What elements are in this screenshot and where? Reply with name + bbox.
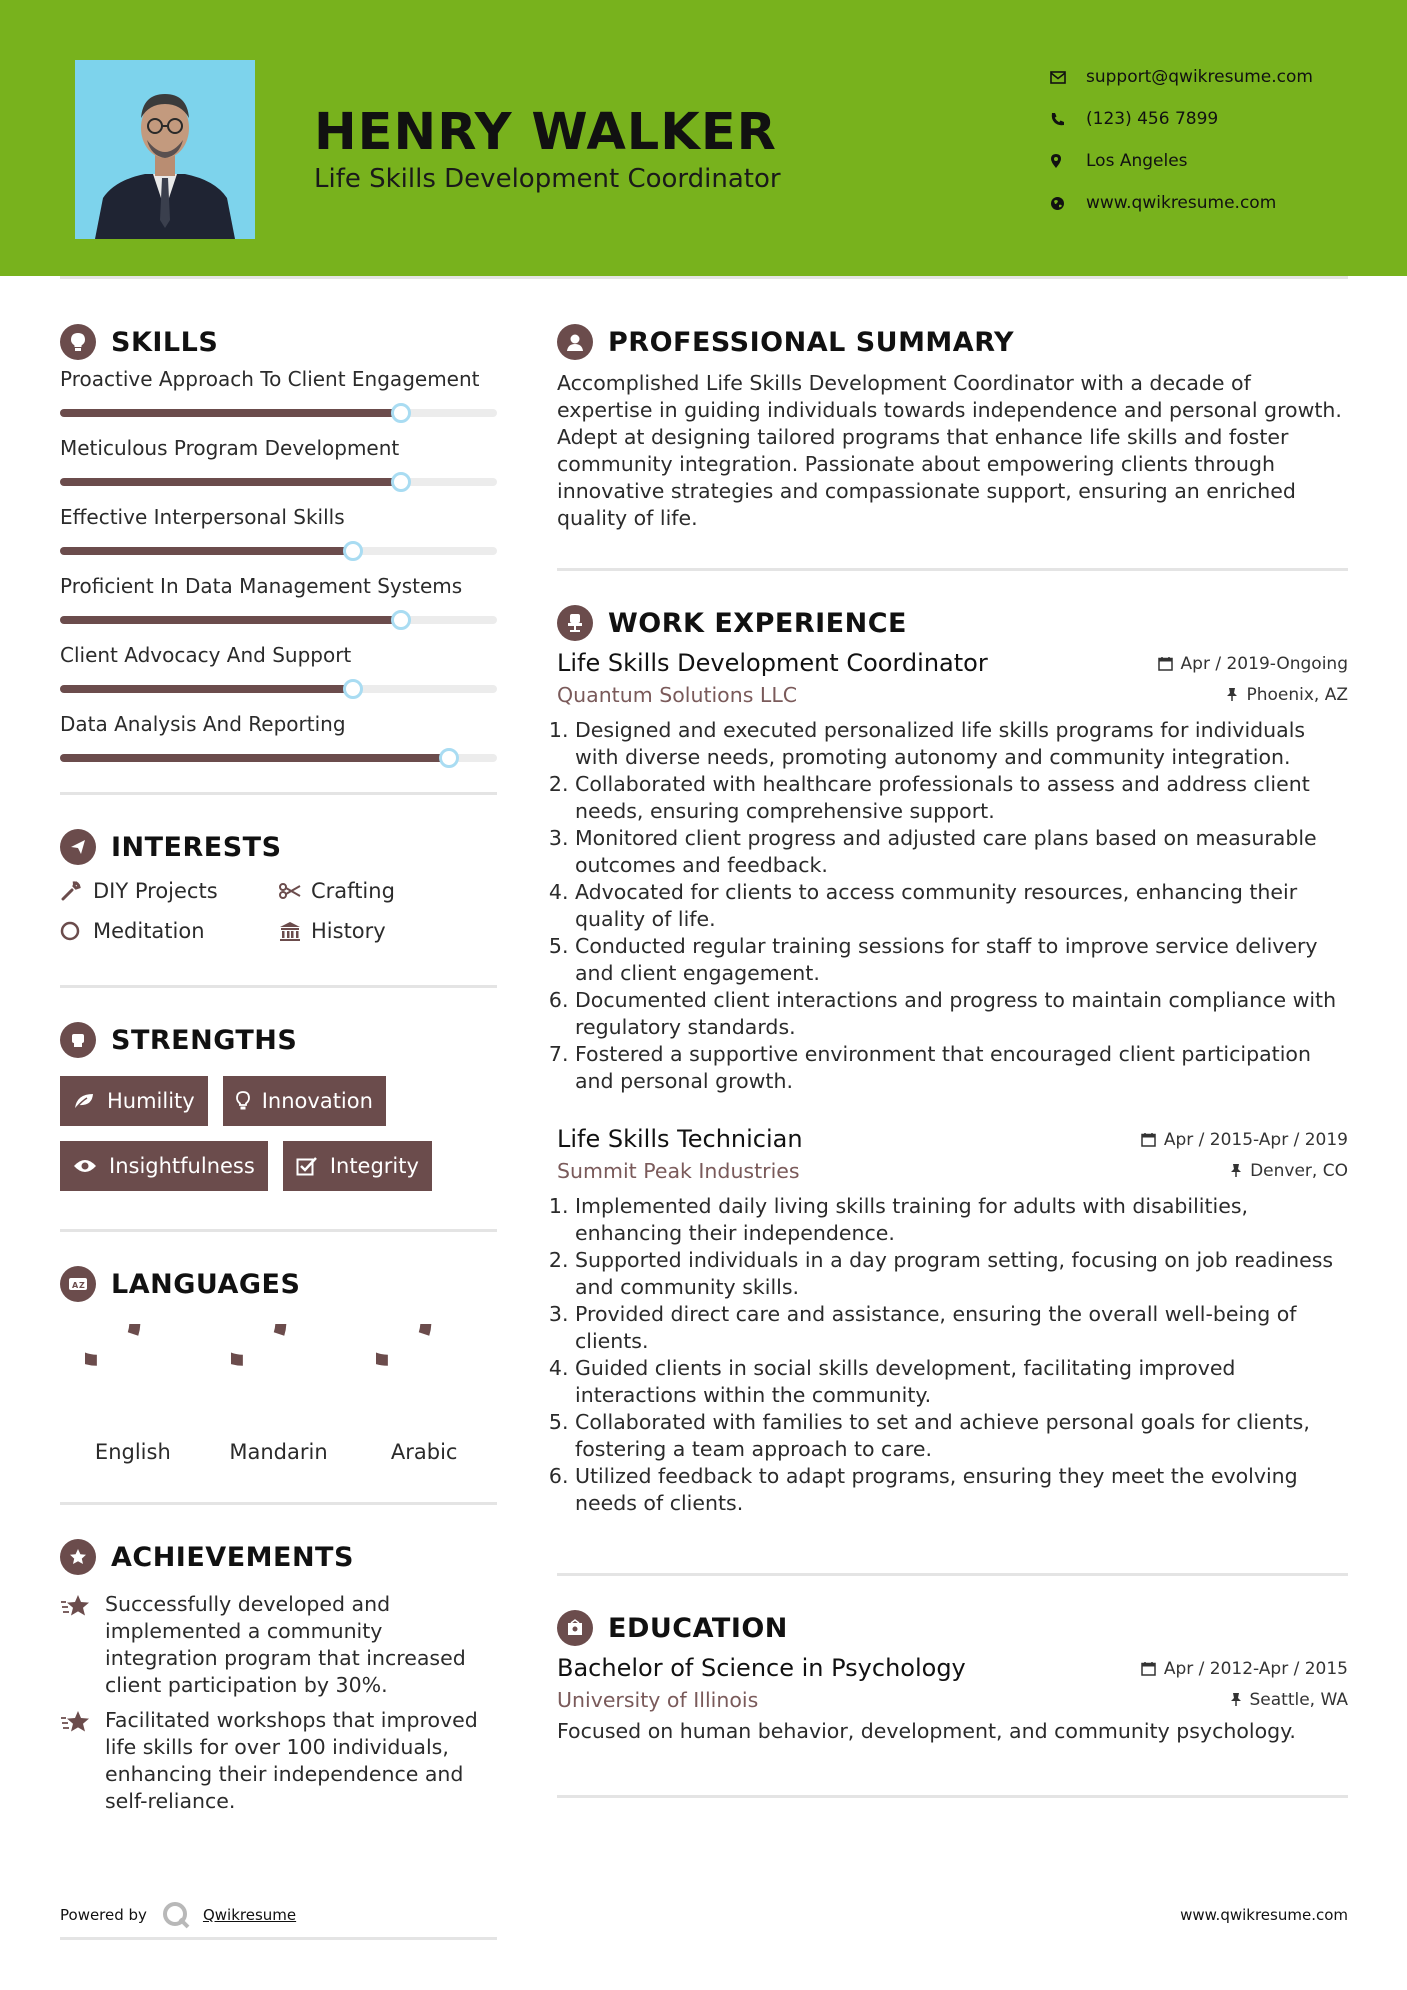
calendar-icon — [1141, 1132, 1156, 1147]
skill-bar — [60, 685, 497, 693]
job-company-row — [557, 1159, 1348, 1183]
job-bullet: 1. Designed and executed personalized life skills programs for individuals with diverse needs, promoting autonomy and community integration. — [575, 717, 1348, 771]
header-band — [0, 0, 1407, 276]
skills-title: SKILLS — [111, 326, 219, 358]
language-ring — [85, 1324, 181, 1420]
skill-bar-knob — [343, 541, 363, 561]
qwikresume-link[interactable]: Qwikresume — [202, 1906, 297, 1924]
interest-label: Crafting — [311, 879, 395, 903]
pushpin-icon — [1230, 1692, 1242, 1707]
job-company-row — [557, 683, 1348, 707]
skill-item — [60, 366, 497, 417]
job-bullet: 6. Utilized feedback to adapt programs, ensuring they meet the evolving needs of clients. — [575, 1463, 1348, 1517]
footer-url[interactable]: www.qwikresume.com — [1180, 1906, 1348, 1924]
contact-website-text: www.qwikresume.com — [1086, 193, 1277, 213]
job-bullet: 2. Collaborated with healthcare professionals to assess and address client needs, ensuring comprehensive support. — [575, 771, 1348, 825]
header-divider — [60, 276, 1348, 279]
interests-grid — [60, 879, 497, 943]
skill-bar-fill — [60, 685, 353, 693]
summary-heading — [557, 320, 1348, 364]
language-ring — [231, 1324, 327, 1420]
education-dates — [1141, 1659, 1348, 1679]
skill-name: Meticulous Program Development — [60, 436, 400, 460]
education-location-text: Seattle, WA — [1249, 1689, 1348, 1710]
skill-item — [60, 711, 497, 762]
achievement-item — [60, 1707, 497, 1815]
job-title-row — [557, 649, 1348, 677]
interest-label: History — [311, 919, 386, 943]
calendar-icon — [1141, 1661, 1156, 1676]
graduation-icon — [557, 1610, 593, 1646]
leaf-icon — [73, 1092, 95, 1110]
job-bullets — [575, 717, 1348, 1095]
skill-bar-knob — [391, 472, 411, 492]
svg-text:Z: Z — [79, 1281, 85, 1290]
candidate-title: Life Skills Development Coordinator — [314, 164, 781, 194]
strength-label: Humility — [107, 1089, 195, 1113]
experience-title: WORK EXPERIENCE — [608, 607, 907, 639]
contact-website[interactable] — [1050, 182, 1370, 224]
experience-heading — [557, 601, 1348, 645]
paper-plane-icon — [60, 829, 96, 865]
section-divider — [557, 1573, 1348, 1576]
skill-bar — [60, 547, 497, 555]
section-divider — [557, 1795, 1348, 1798]
section-divider — [557, 568, 1348, 571]
skill-item — [60, 504, 497, 555]
education-heading — [557, 1606, 1348, 1650]
globe-icon — [1050, 196, 1086, 211]
job-bullet: 2. Supported individuals in a day program setting, focusing on job readiness and community skills. — [575, 1247, 1348, 1301]
fist-icon — [60, 1022, 96, 1058]
job-dates — [1158, 654, 1348, 674]
strength-label: Integrity — [329, 1154, 419, 1178]
strength-label: Insightfulness — [109, 1154, 255, 1178]
skill-bar — [60, 616, 497, 624]
skill-name: Client Advocacy And Support — [60, 643, 352, 667]
education-dates-text: Apr / 2012-Apr / 2015 — [1163, 1658, 1348, 1679]
language-item — [206, 1324, 352, 1464]
user-icon — [557, 324, 593, 360]
phone-icon — [1050, 112, 1086, 127]
skill-bar — [60, 754, 497, 762]
skill-name: Proficient In Data Management Systems — [60, 574, 463, 598]
skill-bar-knob — [343, 679, 363, 699]
education-title: EDUCATION — [608, 1612, 788, 1644]
interest-item — [60, 919, 278, 943]
star-badge-icon — [60, 1539, 96, 1575]
achievements-heading — [60, 1535, 497, 1579]
qwikresume-logo-icon — [161, 1900, 191, 1930]
svg-text:A: A — [72, 1281, 79, 1290]
job-bullet: 4. Guided clients in social skills development, facilitating improved interactions within the community. — [575, 1355, 1348, 1409]
skill-name: Data Analysis And Reporting — [60, 712, 346, 736]
job-bullet: 3. Monitored client progress and adjusted care plans based on measurable outcomes and feedback. — [575, 825, 1348, 879]
scissors-icon — [278, 883, 311, 899]
contact-phone-text: (123) 456 7899 — [1086, 109, 1219, 129]
section-divider — [60, 792, 497, 795]
achievement-text: Facilitated workshops that improved life skills for over 100 individuals, enhancing their independence and self-reliance. — [105, 1708, 478, 1813]
strength-chip — [223, 1076, 386, 1126]
right-column — [557, 320, 1348, 1798]
language-icon — [60, 1266, 96, 1302]
skill-bar-fill — [60, 616, 401, 624]
calendar-icon — [1158, 656, 1173, 671]
education-degree-row — [557, 1654, 1348, 1682]
powered-by-label: Powered by — [60, 1906, 147, 1924]
interest-item — [60, 879, 278, 903]
contact-email[interactable] — [1050, 56, 1370, 98]
skill-name: Proactive Approach To Client Engagement — [60, 367, 480, 391]
eye-icon — [73, 1158, 97, 1174]
strengths-heading — [60, 1018, 497, 1062]
left-column — [60, 320, 497, 1815]
contact-phone[interactable] — [1050, 98, 1370, 140]
language-name: English — [94, 1440, 171, 1464]
skill-bar-knob — [439, 748, 459, 768]
job-dates-text: Apr / 2019-Ongoing — [1180, 653, 1348, 674]
skill-name: Effective Interpersonal Skills — [60, 505, 345, 529]
profile-photo — [75, 60, 255, 239]
job-location-text: Denver, CO — [1250, 1160, 1348, 1181]
language-name: Arabic — [390, 1440, 458, 1464]
languages-heading — [60, 1262, 497, 1306]
job-bullet: 5. Collaborated with families to set and achieve personal goals for clients, fostering a team approach to care. — [575, 1409, 1348, 1463]
circle-icon — [60, 921, 93, 941]
skill-bar-fill — [60, 547, 353, 555]
institution-icon — [278, 920, 311, 942]
contact-location-text: Los Angeles — [1086, 151, 1188, 171]
language-item — [60, 1324, 206, 1464]
achievement-text: Successfully developed and implemented a community integration program that increased client participation by 30%. — [105, 1592, 466, 1697]
section-divider — [60, 1502, 497, 1505]
job-bullet: 6. Documented client interactions and progress to maintain compliance with regulatory standards. — [575, 987, 1348, 1041]
interests-heading — [60, 825, 497, 869]
job-bullet: 5. Conducted regular training sessions for staff to improve service delivery and client engagement. — [575, 933, 1348, 987]
strength-chip — [60, 1141, 268, 1191]
skill-bar-knob — [391, 403, 411, 423]
job-location — [1226, 685, 1348, 705]
interest-item — [278, 919, 496, 943]
contact-location — [1050, 140, 1370, 182]
job-bullets — [575, 1193, 1348, 1517]
lightbulb-icon — [60, 324, 96, 360]
interest-label: DIY Projects — [93, 879, 218, 903]
skill-item — [60, 435, 497, 486]
strength-label: Innovation — [261, 1089, 373, 1113]
pushpin-icon — [1230, 1163, 1242, 1178]
job-location — [1230, 1161, 1348, 1181]
powered-by — [60, 1900, 296, 1930]
skill-bar-fill — [60, 409, 401, 417]
languages-title: LANGUAGES — [111, 1268, 301, 1300]
strength-chip — [60, 1076, 208, 1126]
map-pin-icon — [1050, 153, 1086, 169]
skills-heading — [60, 320, 497, 364]
languages-list — [60, 1324, 497, 1464]
envelope-icon — [1050, 71, 1086, 84]
job-entry — [557, 1125, 1348, 1517]
job-bullet: 4. Advocated for clients to access community resources, enhancing their quality of life. — [575, 879, 1348, 933]
interests-title: INTERESTS — [111, 831, 282, 863]
strengths-title: STRENGTHS — [111, 1024, 298, 1056]
strength-chip — [283, 1141, 432, 1191]
star-icon — [60, 1591, 105, 1699]
strengths-chips — [60, 1076, 497, 1191]
section-divider — [60, 1229, 497, 1232]
contact-list — [1050, 56, 1370, 224]
job-bullet: 3. Provided direct care and assistance, ensuring the overall well-being of clients. — [575, 1301, 1348, 1355]
job-bullet: 1. Implemented daily living skills training for adults with disabilities, enhancing their independence. — [575, 1193, 1348, 1247]
skill-bar — [60, 478, 497, 486]
language-item — [351, 1324, 497, 1464]
contact-email-text: support@qwikresume.com — [1086, 67, 1313, 87]
achievements-title: ACHIEVEMENTS — [111, 1541, 354, 1573]
office-chair-icon — [557, 605, 593, 641]
job-title-row — [557, 1125, 1348, 1153]
education-description: Focused on human behavior, development, and community psychology. — [557, 1719, 1296, 1743]
language-ring — [376, 1324, 472, 1420]
skill-item — [60, 642, 497, 693]
interest-item — [278, 879, 496, 903]
job-location-text: Phoenix, AZ — [1246, 684, 1348, 705]
section-divider — [60, 985, 497, 988]
lightbulb-icon — [236, 1091, 250, 1111]
company-name: Summit Peak Industries — [557, 1159, 800, 1183]
job-entry — [557, 649, 1348, 1095]
star-icon — [60, 1707, 105, 1815]
candidate-name: HENRY WALKER — [314, 103, 777, 162]
job-dates — [1141, 1130, 1348, 1150]
education-location — [1230, 1690, 1349, 1710]
skills-list — [60, 366, 497, 762]
skill-bar — [60, 409, 497, 417]
language-name: Mandarin — [229, 1440, 328, 1464]
skill-bar-knob — [391, 610, 411, 630]
degree-name: Bachelor of Science in Psychology — [557, 1654, 966, 1682]
achievement-item — [60, 1591, 497, 1699]
job-title: Life Skills Technician — [557, 1125, 803, 1153]
education-school-row — [557, 1688, 1348, 1712]
interest-label: Meditation — [93, 919, 205, 943]
wrench-icon — [60, 880, 93, 902]
job-dates-text: Apr / 2015-Apr / 2019 — [1163, 1129, 1348, 1150]
job-bullet: 7. Fostered a supportive environment that encouraged client participation and personal growth. — [575, 1041, 1348, 1095]
skill-bar-fill — [60, 754, 449, 762]
skill-item — [60, 573, 497, 624]
summary-text: Accomplished Life Skills Development Coordinator with a decade of expertise in guiding individuals towards independence and personal growth. Adept at designing tailored programs that enhance life skills and foster community integration. Passionate about empowering clients through innovative strategies and compassionate support, ensuring an enriched quality of life. — [557, 371, 1342, 530]
school-name: University of Illinois — [557, 1688, 759, 1712]
footer-divider — [60, 1937, 497, 1940]
pushpin-icon — [1226, 687, 1238, 702]
check-square-icon — [296, 1156, 318, 1176]
company-name: Quantum Solutions LLC — [557, 683, 798, 707]
job-title: Life Skills Development Coordinator — [557, 649, 988, 677]
skill-bar-fill — [60, 478, 401, 486]
summary-title: PROFESSIONAL SUMMARY — [608, 326, 1015, 358]
